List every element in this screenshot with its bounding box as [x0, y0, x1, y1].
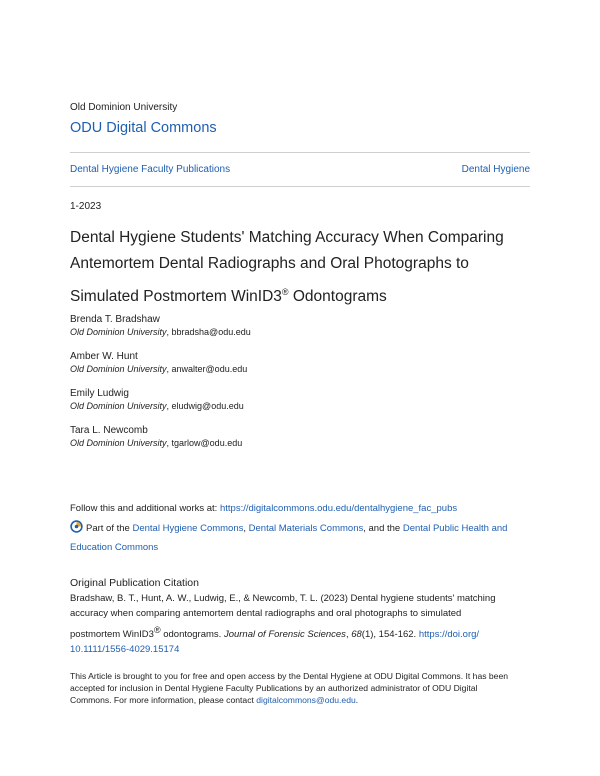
author-entry — [70, 350, 251, 387]
citation-line-1: Bradshaw, B. T., Hunt, A. W., Ludwig, E., & Newcomb, T. L. (2023) Dental hygiene students' matching — [70, 593, 496, 604]
author-list — [70, 313, 251, 461]
author-email: , eludwig@odu.edu — [166, 401, 244, 411]
author-affiliation — [70, 400, 251, 412]
dental-materials-commons-link[interactable]: Dental Materials Commons — [248, 523, 364, 534]
doi-link-cont[interactable]: 10.1111/1556-4029.15174 — [70, 644, 180, 656]
author-name: Amber W. Hunt — [70, 351, 138, 362]
institution-name: Old Dominion University — [70, 102, 178, 113]
notice-line-1: This Article is brought to you for free and open access by the Dental Hygiene at ODU Digital Commons. It has been — [70, 671, 509, 681]
title-line-3-text: Simulated Postmortem WinID3 — [70, 288, 282, 306]
separator: , — [243, 523, 249, 534]
citation-text: odontograms. — [160, 629, 224, 641]
author-name: Emily Ludwig — [70, 388, 129, 399]
page-title — [70, 225, 540, 310]
repository-name[interactable]: ODU Digital Commons — [70, 120, 217, 136]
department-link[interactable]: Dental Hygiene — [461, 164, 530, 175]
citation-body — [70, 591, 540, 657]
title-line-3 — [70, 279, 540, 310]
citation-pages: (1), 154-162. — [361, 629, 419, 641]
nav-divider — [70, 186, 530, 187]
affiliation-name: Old Dominion University — [70, 327, 167, 337]
top-divider — [70, 152, 530, 153]
citation-text: postmortem WinID3 — [70, 629, 154, 641]
part-of-block — [70, 519, 540, 557]
creative-commons-icon — [70, 520, 83, 533]
contact-email-link[interactable]: digitalcommons@odu.edu — [256, 695, 356, 705]
author-affiliation — [70, 363, 251, 375]
affiliation-name: Old Dominion University — [70, 438, 167, 448]
collection-url-link[interactable]: https://digitalcommons.odu.edu/dentalhygiene_fac_pubs — [219, 503, 458, 514]
dental-public-health-commons-link[interactable]: Dental Public Health and — [402, 523, 508, 534]
separator: , and the — [363, 523, 403, 534]
citation-line-2: accuracy when comparing antemortem dental radiographs and oral photographs to simulated — [70, 608, 462, 619]
author-entry — [70, 313, 251, 350]
notice-line-3 — [70, 694, 540, 706]
dental-hygiene-commons-link[interactable]: Dental Hygiene Commons — [132, 523, 244, 534]
dental-public-health-commons-link-cont[interactable]: Education Commons — [70, 542, 159, 553]
notice-line-2: accepted for inclusion in Dental Hygiene Faculty Publications by an authorized administrator of ODU Digital — [70, 683, 478, 693]
collection-link[interactable]: Dental Hygiene Faculty Publications — [70, 164, 231, 175]
title-line-2: Antemortem Dental Radiographs and Oral Photographs to — [70, 255, 469, 272]
author-email: , tgarlow@odu.edu — [166, 438, 243, 448]
registered-mark: ® — [281, 287, 289, 297]
title-line-3-end: Odontograms — [288, 288, 387, 306]
author-name: Tara L. Newcomb — [70, 425, 148, 436]
journal-name: Journal of Forensic Sciences — [223, 629, 346, 641]
access-notice — [70, 670, 540, 706]
author-email: , bbradsha@odu.edu — [166, 327, 251, 337]
author-entry — [70, 424, 251, 461]
affiliation-name: Old Dominion University — [70, 364, 167, 374]
author-email: , anwalter@odu.edu — [166, 364, 248, 374]
notice-end: . — [355, 695, 359, 705]
publication-date: 1-2023 — [70, 201, 102, 212]
author-affiliation — [70, 437, 251, 449]
journal-volume: 68 — [351, 629, 362, 641]
registered-mark: ® — [153, 625, 161, 635]
doi-link[interactable]: https://doi.org/ — [418, 629, 480, 641]
follow-line — [70, 501, 540, 516]
follow-text: Follow this and additional works at: — [70, 503, 220, 514]
title-line-1: Dental Hygiene Students' Matching Accuracy When Comparing — [70, 229, 504, 246]
citation-heading: Original Publication Citation — [70, 577, 199, 589]
notice-text: Commons. For more information, please contact — [70, 695, 257, 705]
citation-line-3 — [70, 623, 540, 642]
affiliation-name: Old Dominion University — [70, 401, 167, 411]
author-entry — [70, 387, 251, 424]
part-of-prefix: Part of the — [86, 523, 133, 534]
citation-text: , — [345, 629, 352, 641]
author-name: Brenda T. Bradshaw — [70, 314, 160, 325]
author-affiliation — [70, 326, 251, 338]
